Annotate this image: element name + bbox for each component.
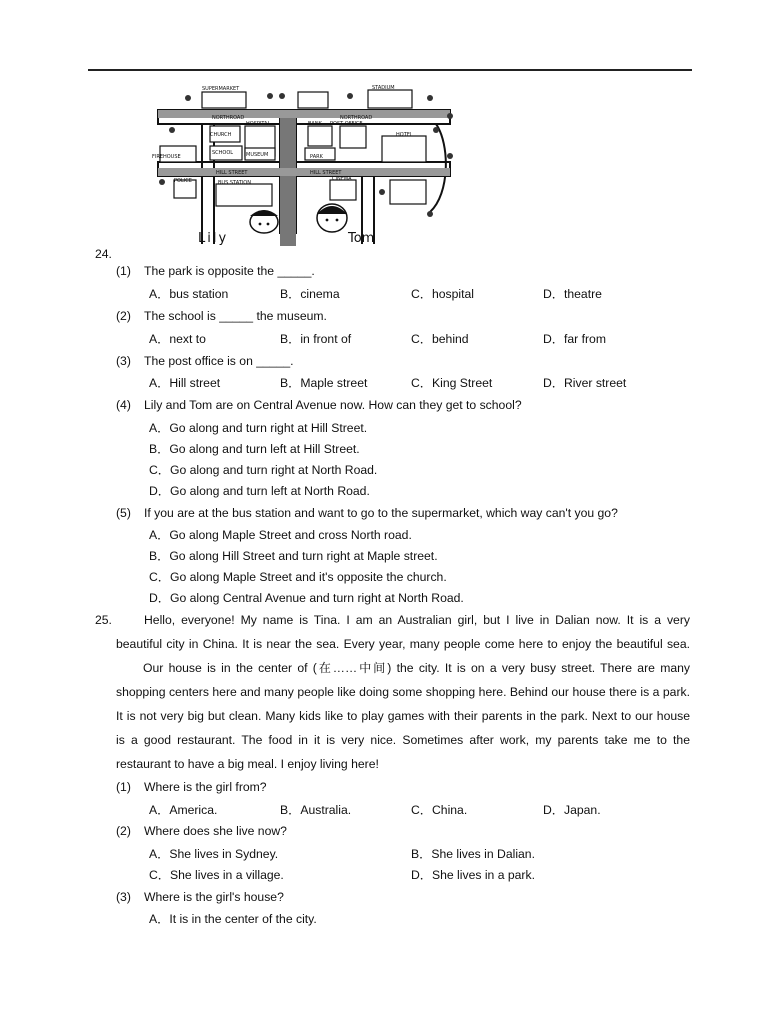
town-map-illustration bbox=[150, 84, 470, 248]
map-label-tom: Tom bbox=[348, 231, 375, 246]
post-office-building bbox=[340, 126, 366, 148]
q25-2-option-a[interactable]: A．She lives in Sydney. bbox=[149, 847, 279, 861]
q24-2-option-a[interactable]: A．next to bbox=[149, 332, 206, 346]
map-label-bank: BANK bbox=[308, 121, 322, 127]
map-label-bus-station: BUS STATION bbox=[218, 180, 251, 186]
q24-1-option-c[interactable]: C．hospital bbox=[411, 287, 474, 301]
q24-2-text: The school is _____ the museum. bbox=[144, 309, 327, 323]
q25-1-option-a[interactable]: A．America. bbox=[149, 803, 218, 817]
q25-2-option-c[interactable]: C．She lives in a village. bbox=[149, 868, 284, 882]
q24-4-text: Lily and Tom are on Central Avenue now. How can they get to school? bbox=[144, 398, 522, 412]
map-label-firehouse: FIREHOUSE bbox=[152, 154, 181, 160]
supermarket-building bbox=[202, 92, 246, 108]
map-label-lily: Lily bbox=[198, 231, 229, 246]
q25-1-number: (1) bbox=[116, 780, 131, 794]
q24-3-option-b[interactable]: B．Maple street bbox=[280, 376, 368, 390]
q24-4-option-d[interactable]: D．Go along and turn left at North Road. bbox=[149, 484, 370, 498]
q25-2-number: (2) bbox=[116, 824, 131, 838]
q24-4-option-c[interactable]: C．Go along and turn right at North Road. bbox=[149, 463, 378, 477]
q24-4-option-a[interactable]: A．Go along and turn right at Hill Street. bbox=[149, 421, 368, 435]
q25-3-text: Where is the girl's house? bbox=[144, 890, 284, 904]
map-label-church: CHURCH bbox=[210, 132, 232, 138]
question-number-25: 25. bbox=[95, 613, 112, 627]
q25-3-option-a[interactable]: A．It is in the center of the city. bbox=[149, 912, 317, 926]
header-rule bbox=[88, 69, 692, 71]
q24-2-number: (2) bbox=[116, 309, 131, 323]
cinema-building bbox=[330, 180, 356, 200]
q24-4-option-b[interactable]: B．Go along and turn left at Hill Street. bbox=[149, 442, 360, 456]
q24-3-number: (3) bbox=[116, 354, 131, 368]
hotel-building bbox=[382, 136, 426, 162]
q24-2-option-b[interactable]: B．in front of bbox=[280, 332, 352, 346]
q25-1-option-b[interactable]: B．Australia. bbox=[280, 803, 352, 817]
passage-line-3: Our house is in the center of (在……中间) the city. It is on a very busy street. There are many bbox=[143, 661, 690, 675]
question-number-24: 24. bbox=[95, 247, 112, 261]
q25-2-option-b[interactable]: B．She lives in Dalian. bbox=[411, 847, 535, 861]
map-label-post-office: POST OFFICE bbox=[330, 121, 363, 127]
q24-3-option-c[interactable]: C．King Street bbox=[411, 376, 493, 390]
q25-3-number: (3) bbox=[116, 890, 131, 904]
q24-5-text: If you are at the bus station and want to go to the supermarket, which way can't you go? bbox=[144, 506, 618, 520]
q24-5-number: (5) bbox=[116, 506, 131, 520]
q24-3-option-d[interactable]: D．River street bbox=[543, 376, 627, 390]
map-label-cinema: CINEMA bbox=[332, 176, 352, 182]
q25-1-option-c[interactable]: C．China. bbox=[411, 803, 468, 817]
q24-5-option-a[interactable]: A．Go along Maple Street and cross North road. bbox=[149, 528, 412, 542]
q24-5-option-b[interactable]: B．Go along Hill Street and turn right at Maple street. bbox=[149, 549, 438, 563]
passage-line-4: shopping centers here and many people like doing some shopping here. Behind our house there is a park. bbox=[116, 685, 690, 699]
passage-line-6: is a good restaurant. The food in it is very nice. Sometimes after work, my parents take me to the bbox=[116, 733, 690, 747]
q24-1-option-d[interactable]: D．theatre bbox=[543, 287, 602, 301]
bank-building bbox=[308, 126, 332, 146]
q25-1-option-d[interactable]: D．Japan. bbox=[543, 803, 601, 817]
map-label-hill-street-left: HILL STREET bbox=[216, 170, 248, 176]
map-label-hospital: HOSPITAL bbox=[246, 121, 271, 127]
map-label-supermarket: SUPERMARKET bbox=[202, 86, 240, 92]
q25-2-text: Where does she live now? bbox=[144, 824, 287, 838]
map-label-park: PARK bbox=[310, 154, 323, 160]
map-label-hotel: HOTEL bbox=[396, 132, 413, 138]
q24-2-option-d[interactable]: D．far from bbox=[543, 332, 606, 346]
q25-2-option-d[interactable]: D．She lives in a park. bbox=[411, 868, 535, 882]
map-label-museum: MUSEUM bbox=[246, 152, 269, 158]
q24-3-option-a[interactable]: A．Hill street bbox=[149, 376, 221, 390]
passage-line-7: restaurant to have a big meal. I enjoy living here! bbox=[116, 757, 379, 771]
map-label-north-road-left: NORTHROAD bbox=[212, 115, 245, 121]
q24-1-option-b[interactable]: B．cinema bbox=[280, 287, 340, 301]
bus-station-building bbox=[216, 184, 272, 206]
q24-4-number: (4) bbox=[116, 398, 131, 412]
map-label-police: POLICE bbox=[174, 178, 192, 184]
passage-line-2: beautiful city in China. It is near the sea. Every year, many people come here to enjoy the beautiful sea. bbox=[116, 637, 690, 651]
q24-5-option-d[interactable]: D．Go along Central Avenue and turn right at North Road. bbox=[149, 591, 464, 605]
central-avenue bbox=[280, 110, 296, 246]
q24-1-number: (1) bbox=[116, 264, 131, 278]
passage-line-1: Hello, everyone! My name is Tina. I am an Australian girl, but I live in Dalian now. It is a very bbox=[144, 613, 690, 627]
q24-1-option-a[interactable]: A．bus station bbox=[149, 287, 229, 301]
q24-1-text: The park is opposite the _____. bbox=[144, 264, 315, 278]
q24-5-option-c[interactable]: C．Go along Maple Street and it's opposite the church. bbox=[149, 570, 447, 584]
stadium-building bbox=[368, 90, 412, 108]
q24-3-text: The post office is on _____. bbox=[144, 354, 294, 368]
map-label-stadium: STADIUM bbox=[372, 85, 395, 91]
q25-1-text: Where is the girl from? bbox=[144, 780, 267, 794]
passage-line-5: It is not very big but clean. Many kids like to play games with their parents in the park. Next to our house bbox=[116, 709, 690, 723]
q24-2-option-c[interactable]: C．behind bbox=[411, 332, 469, 346]
map-label-school: SCHOOL bbox=[212, 150, 234, 156]
map-label-north-road-right: NORTHROAD bbox=[340, 115, 373, 121]
map-label-hill-street-right: HILL STREET bbox=[310, 170, 342, 176]
